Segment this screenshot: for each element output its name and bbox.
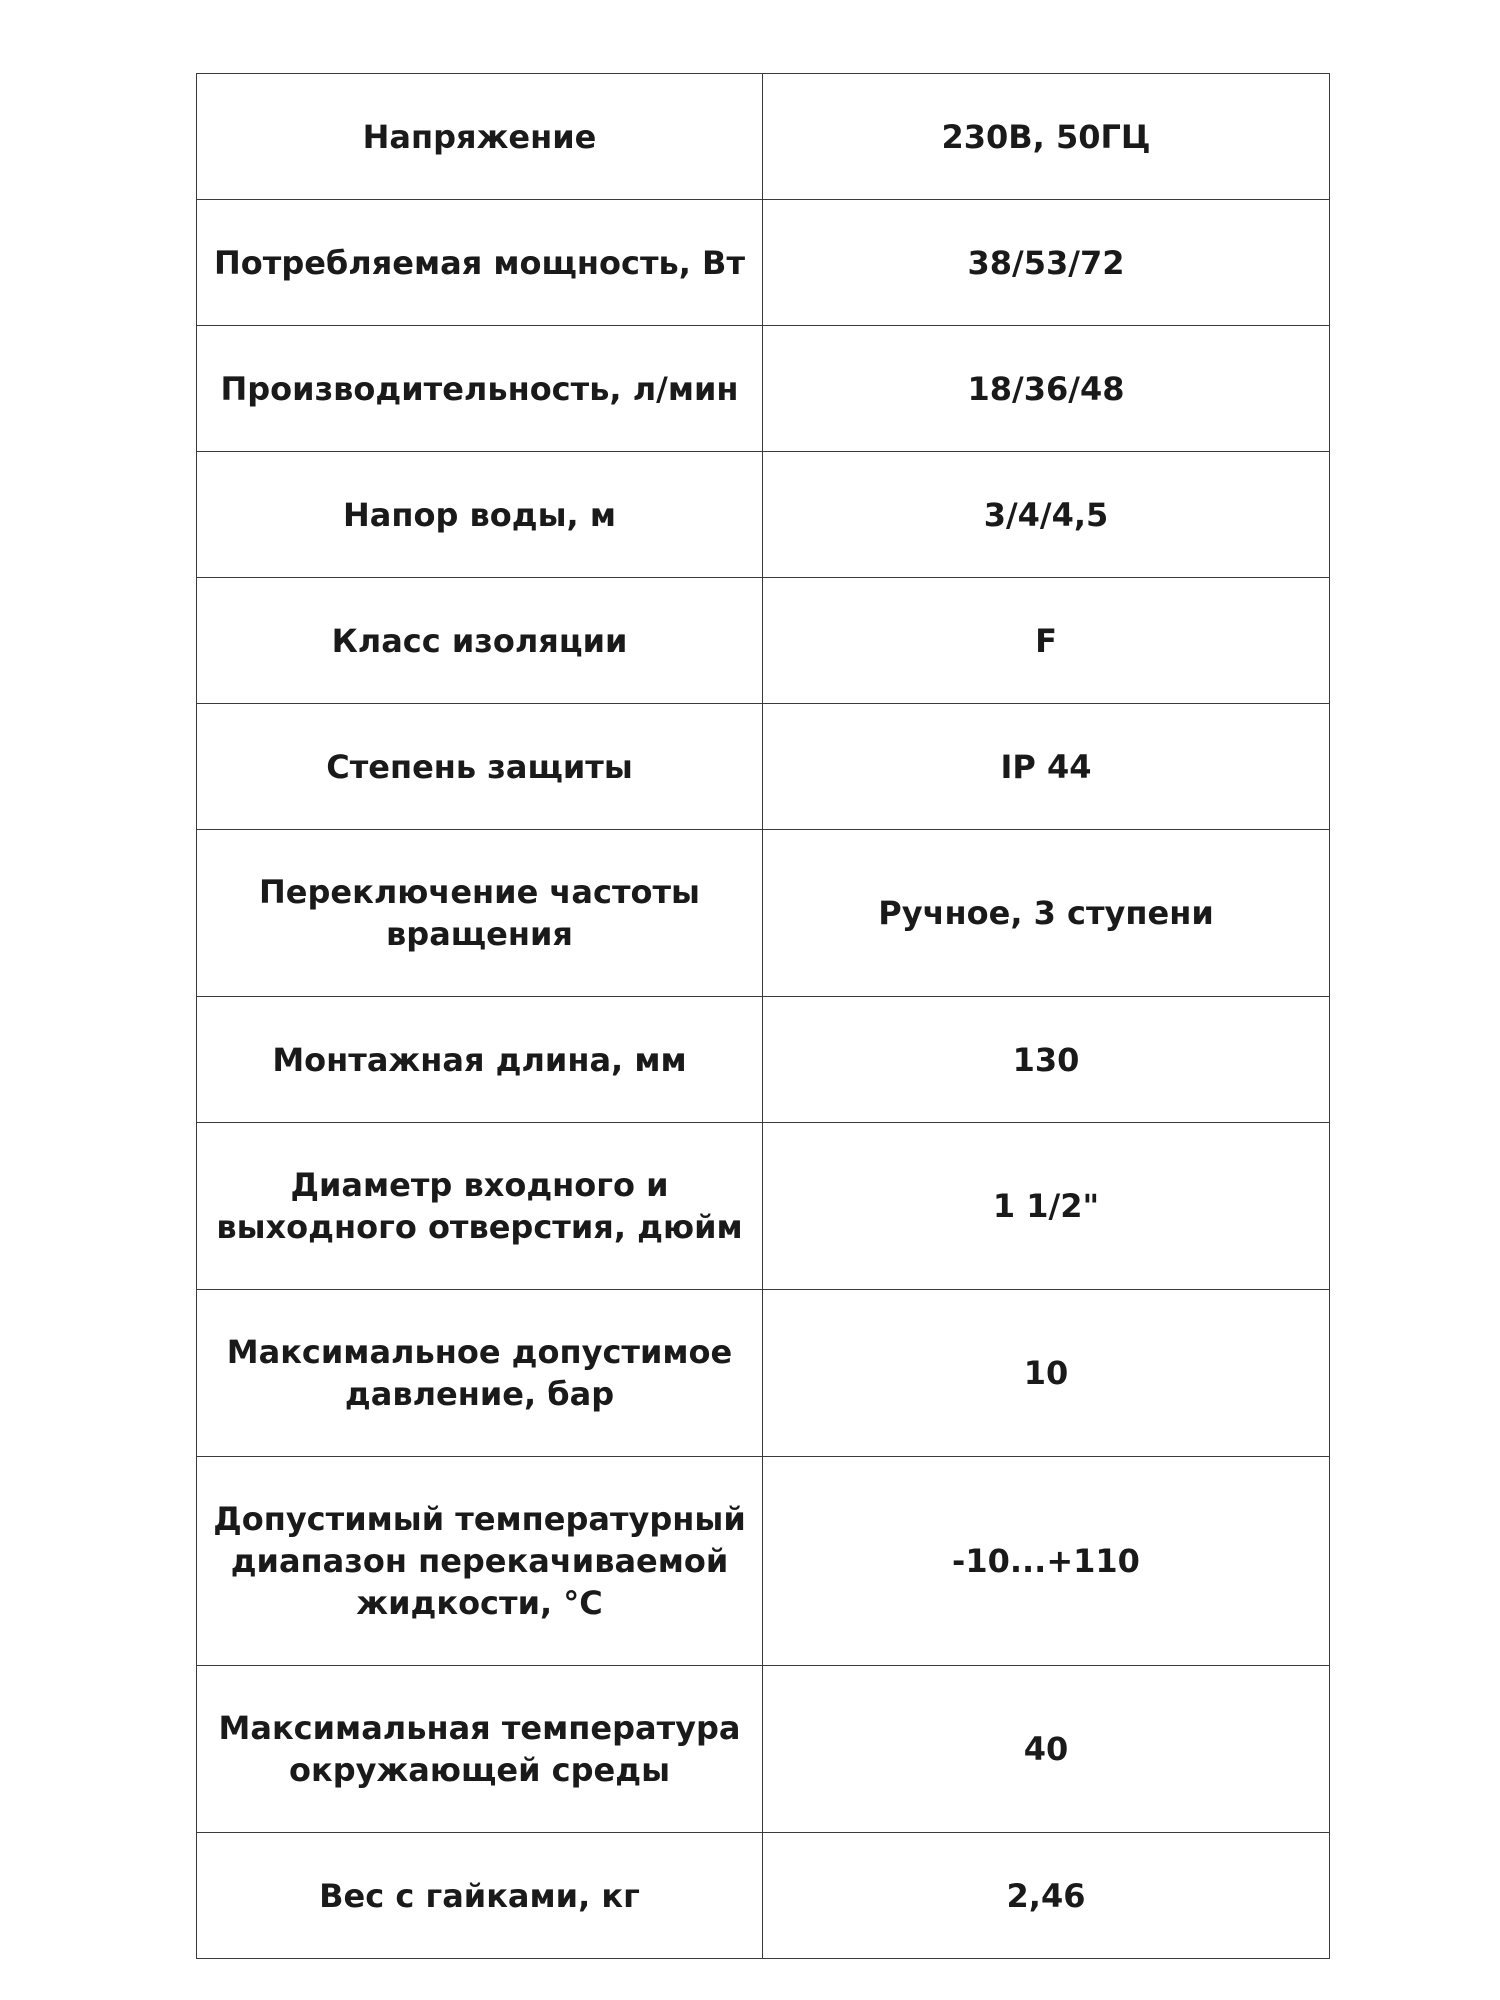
- row-label: Максимальная температура окружающей среды: [197, 1666, 763, 1833]
- table-row: [197, 704, 1330, 830]
- row-value: 2,46: [763, 1833, 1330, 1959]
- row-label: Допустимый температурный диапазон перекачиваемой жидкости, °С: [197, 1457, 763, 1666]
- row-value: 3/4/4,5: [763, 452, 1330, 578]
- table-row: [197, 1123, 1330, 1290]
- table-row: [197, 997, 1330, 1123]
- row-value: Ручное, 3 ступени: [763, 830, 1330, 997]
- table-row: [197, 1666, 1330, 1833]
- row-value: 10: [763, 1290, 1330, 1457]
- row-value: 230В, 50ГЦ: [763, 74, 1330, 200]
- table-row: [197, 1833, 1330, 1959]
- row-label: Производительность, л/мин: [197, 326, 763, 452]
- row-label: Потребляемая мощность, Вт: [197, 200, 763, 326]
- row-label: Монтажная длина, мм: [197, 997, 763, 1123]
- table-row: [197, 326, 1330, 452]
- specifications-table: [196, 73, 1330, 1959]
- row-label: Напор воды, м: [197, 452, 763, 578]
- row-value: 40: [763, 1666, 1330, 1833]
- row-value: 130: [763, 997, 1330, 1123]
- row-label: Диаметр входного и выходного отверстия, дюйм: [197, 1123, 763, 1290]
- row-label: Переключение частоты вращения: [197, 830, 763, 997]
- table-row: [197, 1290, 1330, 1457]
- row-label: Класс изоляции: [197, 578, 763, 704]
- row-value: -10...+110: [763, 1457, 1330, 1666]
- row-value: 38/53/72: [763, 200, 1330, 326]
- row-label: Вес с гайками, кг: [197, 1833, 763, 1959]
- table-row: [197, 578, 1330, 704]
- row-value: IP 44: [763, 704, 1330, 830]
- row-value: 1 1/2": [763, 1123, 1330, 1290]
- table-row: [197, 452, 1330, 578]
- table-row: [197, 1457, 1330, 1666]
- row-label: Степень защиты: [197, 704, 763, 830]
- table-row: [197, 74, 1330, 200]
- row-value: F: [763, 578, 1330, 704]
- table-row: [197, 830, 1330, 997]
- row-label: Максимальное допустимое давление, бар: [197, 1290, 763, 1457]
- table-row: [197, 200, 1330, 326]
- row-value: 18/36/48: [763, 326, 1330, 452]
- row-label: Напряжение: [197, 74, 763, 200]
